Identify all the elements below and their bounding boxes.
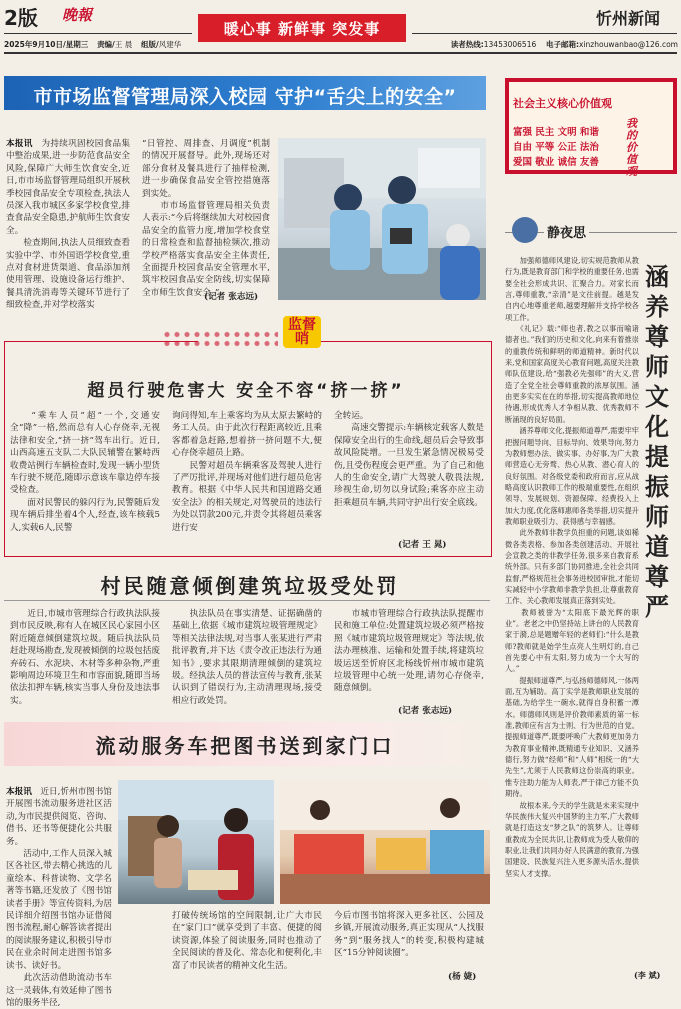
column-title: 涵养尊师文化 提振师道尊严 [645, 263, 669, 621]
slogan: 暖心事 新鲜事 突发事 [223, 20, 381, 38]
values-ad-line2: 自由 平等 公正 法治 [513, 142, 599, 153]
article3-rule [4, 600, 490, 601]
article3-col1: 近日,市城市管理综合行政执法队接到市民反映,称有人在城区民心家园小区附近随意倾倒建筑垃圾。随后执法队员赶赴现场勘查,发现被倾倒的垃圾包括废弃砖石、水泥块、木材等多种杂物,严重影响周边环境卫生和市容面貌,随即当场依法扣押车辆,核实当事人身份及违法事实。 [10, 609, 160, 706]
library-photo-1 [118, 780, 274, 904]
contact-line [420, 39, 678, 50]
article4-title: 流动服务车把图书送到家门口 [95, 734, 395, 758]
layout-name: 风建华 [158, 40, 182, 49]
page-number: 2版 [4, 6, 38, 30]
article2-col1: “乘车人员”超“一个,交通安全“降”一格,然而总有人心存侥幸,无视法律和安全,“挤一挤”驾车出行。近日,山西高速五支队二大队民辅警在繁峙西收费站例行车辆检查时,发现一辆小型货车行驶不规范,随即示意该车靠边停车接受检查。 面对民警民的躲闪行为,民警随后发现车辆后排坐着4个人,经查,该车核载5人,实载6人,民警 [10, 411, 160, 533]
article2-badge: 监督哨 [283, 316, 321, 348]
editor-name: 王 晨 [114, 40, 133, 49]
article4-col1: 本报讯 近日,忻州市图书馆开展图书流动服务进社区活动,为市民提供阅览、咨询、借书、还书等便捷化公共服务。 活动中,工作人员深入城区各社区,带去精心挑选的儿童绘本、科普读物、文学名著等书籍,还发放了《图书馆读者手册》等宣传资料,为居民详细介绍图书馆办证借阅图书流程,耐心解答读者提出的阅读服务建议,积极引导市民在业余时间走进图书馆多读书、读好书。 此次活动借助流动书车这一灵载体,有效延伸了图书馆的服务半径, [6, 787, 112, 1008]
article3-col2: 执法队员在事实清楚、证据确凿的基础上,依据《城市建筑垃圾管理规定》等相关法律法规,对当事人张某进行严肃批评教育,并下达《责令改正违法行为通知书》,要求其限期清理倾倒的建筑垃圾。经执法人员的普法宣传与教育,张某认识到了错误行为,主动清理现场,接受相应行政处罚。 [172, 609, 322, 706]
header-rule [4, 33, 192, 34]
article3-title: 村民随意倾倒建筑垃圾受处罚 [100, 574, 400, 598]
date-line: 2025年9月10日/星期三 [4, 40, 89, 49]
article1-dateline: 本报讯 [6, 139, 33, 149]
article2-byline: (记者 王 晁) [398, 540, 447, 550]
paper-logo: 晚報 [62, 6, 93, 24]
article4-dateline: 本报讯 [6, 787, 32, 797]
masthead-bottom-rule [4, 52, 677, 54]
section-name: 忻州新闻 [596, 9, 661, 28]
layout-label: 组版/ [140, 40, 159, 49]
values-ad-title: 社会主义核心价值观 [513, 97, 612, 110]
email-label: 电子邮箱: [546, 40, 580, 49]
badge-dots [162, 330, 278, 348]
column-logo [512, 217, 538, 243]
values-ad-line3: 爱国 敬业 诚信 友善 [513, 157, 599, 168]
article1-col2: “日管控、周排查、月调度”机制的情况开展督导。此外,现场还对部分食材及餐具进行了抽样检测,进一步确保食品安全管控措施落到实处。 市市场监督管理局相关负责人表示:“今后将继续加大对校园食品安全的监管力度,增加学校食堂的日常检查和监督抽检频次,推动学校严格落实食品安全主体责任,全面提升校园食品安全管理水平,筑牢校园食品安全防线,切实保障全市师生饮食安全。” [142, 139, 270, 298]
values-ad-line1: 富强 民主 文明 和谐 [513, 127, 599, 138]
values-ad-signature: 我的价值观 [626, 117, 637, 178]
article3-byline: (记者 张志远) [398, 706, 453, 716]
inspection-photo-art [278, 138, 486, 300]
header-rule-right [412, 33, 677, 34]
column-byline: (李 斌) [634, 970, 661, 980]
masthead [0, 0, 681, 56]
library-photo-1-art [118, 780, 274, 904]
column-name: 静夜思 [544, 222, 589, 241]
hotline: 13453006516 [483, 40, 537, 49]
library-photo-2-art [280, 780, 490, 904]
article1-title: 市市场监督管理局深入校园 守护“舌尖上的安全” [33, 86, 457, 108]
inspection-photo [278, 138, 486, 300]
library-photo-2 [280, 780, 490, 904]
article4-col3: 今后市图书馆将深入更多社区、公园及乡镇,开展流动服务,真正实现从“人找服务”到“服务找人”的转变,积极构建城区“15分钟阅读圈”。 [334, 911, 484, 959]
article3-col3: 市城市管理综合行政执法队提醒市民和施工单位:处置建筑垃圾必须严格按照《城市建筑垃圾管理规定》等法规,依法办理核准、运输和处置手续,将建筑垃圾运送至忻府区北杨线忻州市城市建筑垃圾管理中心统一处理,请勿心存侥幸,随意倾倒。 [334, 609, 484, 694]
email: xinzhouwanbao@126.com [579, 40, 678, 49]
article2-col2: 询问得知,车上乘客均为从太原去繁峙的务工人员。由于此次行程距离较近,且乘客都着急赶路,想着挤一挤问题不大,便心存侥幸超员上路。 民警对超员车辆乘客及驾驶人进行了严厉批评,并现场对他们进行超员危害教育。根据《中华人民共和国道路交通安全法》的相关规定,对驾驶员的违法行为处以罚款200元,并责令其将超员乘客进行安 [172, 411, 322, 533]
article1-byline: (记者 张志远) [204, 292, 259, 302]
article4-byline: (杨 婕) [448, 972, 477, 982]
article1-col1: 本报讯 为持续巩固校园食品集中整治成果,进一步防范食品安全风险,保障广大师生饮食安全,近日,市市场监督管理局组织开展秋季校园食品安全专项检查,执法人员深入我市城区多家学校食堂,排查食品安全隐患,护航师生饮食安全。 检查期间,执法人员细致查看实验中学、市外国语学校食堂,重点对食材进货渠道、食品添加剂使用管理、设施设备运行维护、餐具清洗消毒等关键环节进行了细致检查,并对学校落实 [6, 139, 130, 311]
column-text: 加强师德师风建设,切实规范教师从教行为,既是教育部门和学校的重要任务,也需要全社会形成共识、汇聚合力。对家长而言,尊师重教,“亲清”是文往前提。越是发自内心地尊重老师,越要理解并支持学校各项工作。 《礼记》载:“师也者,教之以事而喻诸德者也。”我们的历史和文化,向来有着推崇的重教传统和鲜明的师道精神。新时代以来,党和国家高度关心教育问题,高度关注教师队伍建设,给“强教必先强师”的大义,营造了全党全社会尊师重教的浓厚氛围。涵由更多实实在在的举措,切实提高教师地位待遇,形成优秀人才争相从教、优秀教师不断涌现的良好局面。 涵养尊师文化,提振师道尊严,需要牢牢把握问题导向、目标导向、效果导向,努力为教师想办法、做实事、办好事,为广大教师营造心无旁骛、热心从教、潜心育人的良好氛围。对各级党委和政府而言,应从战略高度认识教师工作的极端重要性,在组织领导、发展规划、资源保障、经费投入上加大力度,优化落师惠师各类举措,切实提升教师职业吸引力、获得感与幸福感。 此外教师非教学负担重的问题,谈如稀微各类表格、参加各类创建活动、开展社会宣教之类的非教学任务,很多来自教育系统外部。只有多部门协同推进,全社会共同监督,严格规范社会事务进校园审批,才能切实减轻中小学教师非教学负担,让尊重教育工作、关心教师发展真正落到实处。 教师被誉为“太阳底下最光辉的职业”。老老之中仍坚持站上讲台的人民教育家于漪,总是题赠年轻的老师们:“什么是教师?教师就是始学生点亮人生明灯的,自己首先要心中有太阳,努力成为一个大写的人。” 提振师道尊严,与弘扬师德师风,一体两面,互为辅助。高丁实学是教师职业发展的基础,为给学生一碗水,就得自身积蓄一潭水。师德师风则是评价教师素质的第一标准,教师应有言为士则、行为世范的自觉。提振师道尊严,既要呼唤广大教师更加务力为教育事业精神,既精通专业知识、又涵养德行,努力做“经师”和“人师”相统一的“大先生”,尤须于人民教师这份崇高的职业。惟专注助力能为人师表,严于律己方能不负期待。 故根本来,今天的学生就是未来实现中华民族伟大复兴中国梦的主力军,广大教师就是打造这支“梦之队”的筑梦人。让尊师重教成为全民共识,让教师成为受人敬仰的职业,让我们共同办好人民满意的教育,为强国建设、民族复兴注入更多源头活水,提供坚实人才支撑。 [505, 256, 639, 878]
article2-col3: 全转运。 高速交警提示:车辆核定载客人数是保障安全出行的生命线,超员后会导致事故风险陡增。一旦发生紧急情况极易受伤,且受伤程度会更严重。为了自己和他人的生命安全,请广大驾驶人敬畏法规,珍视生命,切勿以身试险;乘客亦应主动拒乘超员车辆,共同守护出行安全底线。 [334, 411, 484, 508]
article2-title: 超员行驶危害大 安全不容“挤一挤” [87, 381, 405, 401]
editor-label: 责编/ [97, 40, 115, 49]
hotline-label: 读者热线: [450, 40, 484, 49]
article4-col2: 打破传统场馆的空间限制,让广大市民在“家门口”就享受到了丰富、便捷的阅读资源,体验了阅读服务,同时也推动了全民阅读的普及化、常态化和便利化,丰富了市民读者的精神文化生活。 [172, 911, 322, 971]
